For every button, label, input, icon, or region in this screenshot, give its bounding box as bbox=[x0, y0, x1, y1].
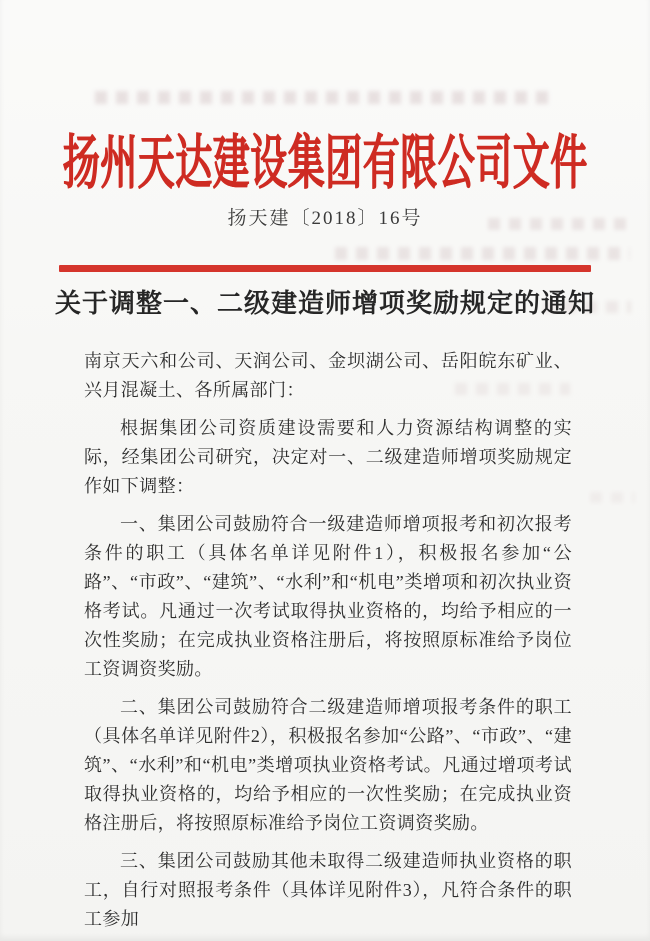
bleed-through-smudge bbox=[95, 91, 555, 104]
bleed-through-smudge bbox=[590, 492, 635, 503]
recipients-line: 南京天六和公司、天润公司、金坝湖公司、岳阳皖东矿业、兴月混凝土、各所属部门： bbox=[84, 351, 572, 400]
document-body bbox=[84, 347, 572, 941]
document-number: 扬天建〔2018〕16号 bbox=[227, 208, 423, 229]
paragraph-item-1: 一、集团公司鼓励符合一级建造师增项报考和初次报考条件的职工（具体名单详见附件1），积极报名参加“公路”、“市政”、“建筑”、“水利”和“机电”类增项和初次执业资格考试。凡通过一次考试取得执业资格的，均给予相应的一次性奖励；在完成执业资格注册后，将按照原标准给予岗位工资调资奖励。 bbox=[84, 514, 572, 679]
paragraph-item-2: 二、集团公司鼓励符合二级建造师增项报考条件的职工（具体名单详见附件2），积极报名参加“公路”、“市政”、“建筑”、“水利”和“机电”类增项执业资格考试。凡通过增项考试取得执业资格的，均给予相应的一次性奖励；在完成执业资格注册后，将按照原标准给予岗位工资调资奖励。 bbox=[84, 697, 572, 833]
paragraph-intro: 根据集团公司资质建设需要和人力资源结构调整的实际，经集团公司研究，决定对一、二级建造师增项奖励规定作如下调整： bbox=[84, 418, 572, 496]
bleed-through-smudge bbox=[335, 247, 630, 260]
letterhead-title: 扬州天达建设集团有限公司文件 bbox=[62, 131, 588, 198]
document-title: 关于调整一、二级建造师增项奖励规定的通知 bbox=[54, 289, 595, 318]
paragraph-item-3: 三、集团公司鼓励其他未取得二级建造师执业资格的职工，自行对照报考条件（具体详见附件3），凡符合条件的职工参加 bbox=[84, 851, 572, 929]
red-divider-line bbox=[59, 265, 591, 272]
